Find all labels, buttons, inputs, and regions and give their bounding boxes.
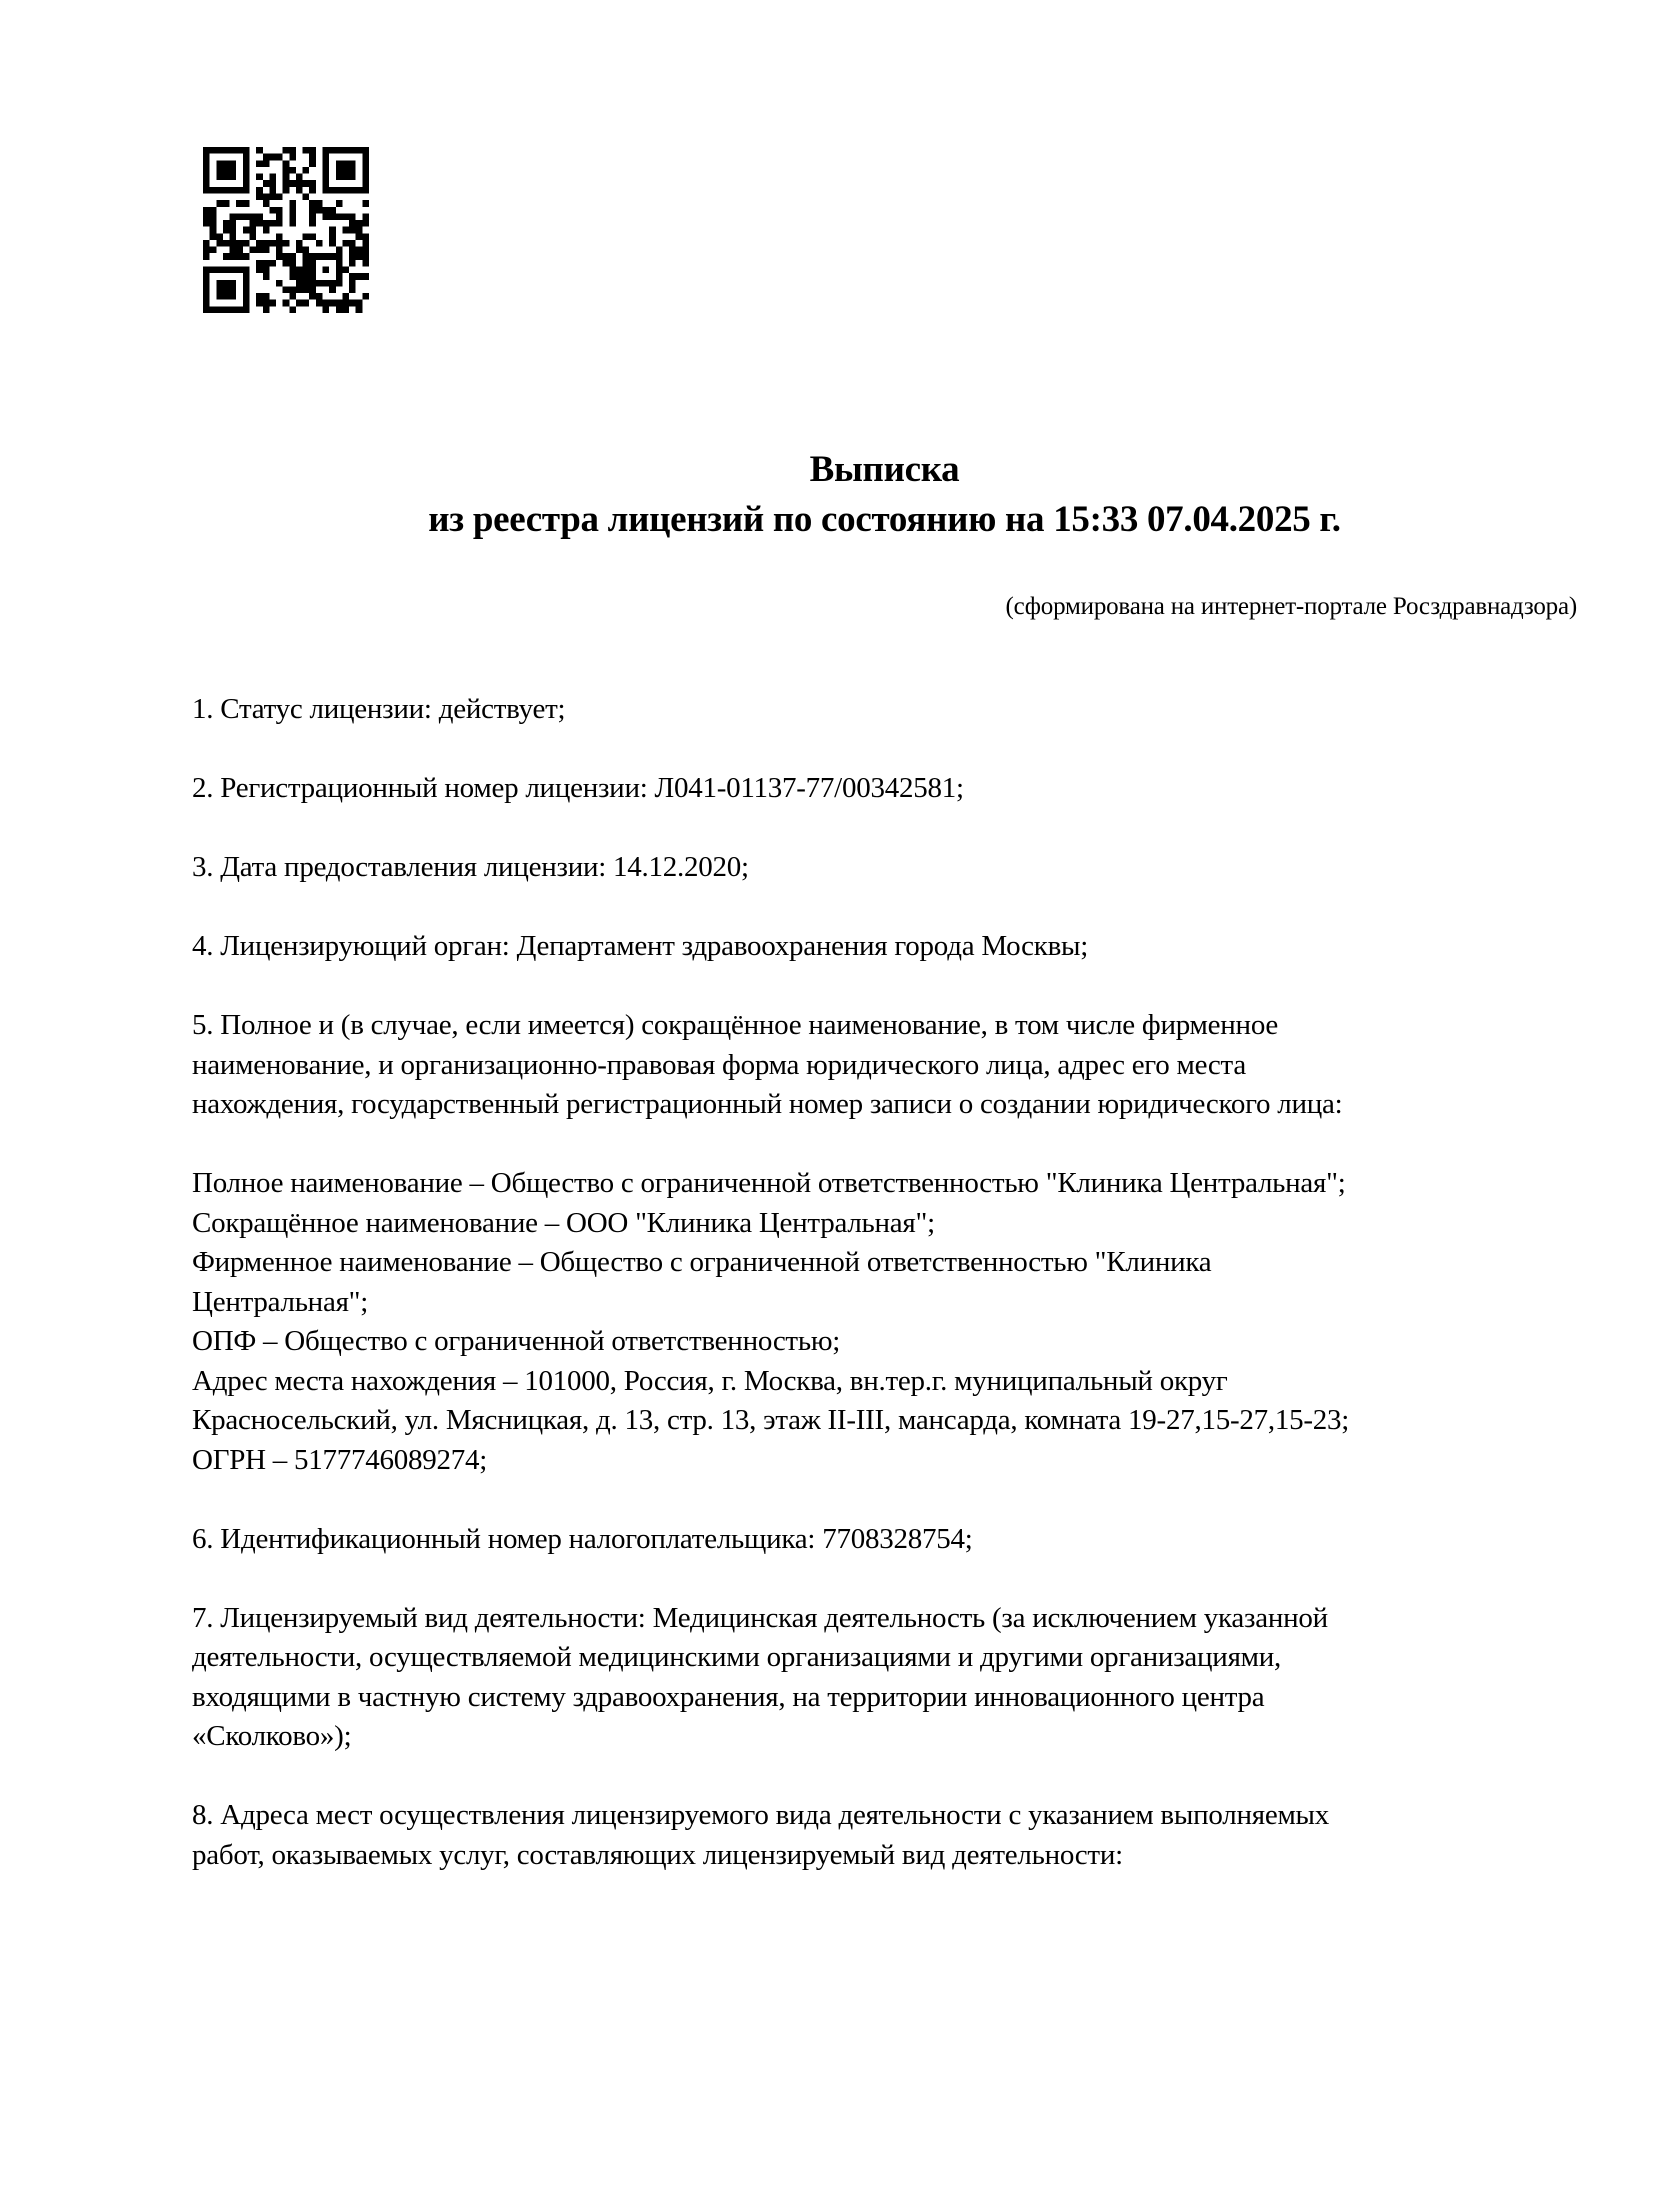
paragraph-line: Центральная"; <box>192 1285 369 1318</box>
paragraph-line: наименование, и организационно-правовая форма юридического лица, адрес его места <box>192 1048 1246 1081</box>
paragraph-line: входящими в частную систему здравоохранения, на территории инновационного центра <box>192 1680 1265 1713</box>
paragraph-line: Фирменное наименование – Общество с ограниченной ответственностью "Клиника <box>192 1246 1212 1278</box>
paragraph-line: ОПФ – Общество с ограниченной ответственностью; <box>192 1325 841 1357</box>
paragraph-line: 3. Дата предоставления лицензии: 14.12.2020; <box>192 851 749 883</box>
paragraph-line: нахождения, государственный регистрационный номер записи о создании юридического лица: <box>192 1088 1343 1120</box>
paragraph-line: 4. Лицензирующий орган: Департамент здравоохранения города Москвы; <box>192 930 1089 962</box>
qr-code-icon <box>203 147 369 313</box>
paragraph-line: 1. Статус лицензии: действует; <box>192 693 566 725</box>
document-subtitle: (сформирована на интернет-портале Росздравнадзора) <box>1005 593 1577 620</box>
paragraph-line: Полное наименование – Общество с ограниченной ответственностью "Клиника Центральная"; <box>192 1167 1346 1199</box>
paragraph <box>192 1796 1592 1875</box>
paragraph <box>192 769 1592 809</box>
paragraph-line: ОГРН – 5177746089274; <box>192 1443 488 1476</box>
paragraph-line: «Сколково»); <box>192 1720 352 1752</box>
paragraph <box>192 1164 1592 1480</box>
paragraph-line: работ, оказываемых услуг, составляющих лицензируемый вид деятельности: <box>192 1838 1123 1871</box>
paragraph-line: 6. Идентификационный номер налогоплательщика: 7708328754; <box>192 1522 973 1555</box>
paragraph-line: 8. Адреса мест осуществления лицензируемого вида деятельности с указанием выполняемых <box>192 1799 1330 1831</box>
paragraph <box>192 1520 1592 1560</box>
paragraph <box>192 1006 1592 1125</box>
document-title <box>192 445 1577 545</box>
paragraph-line: Адрес места нахождения – 101000, Россия, г. Москва, вн.тер.г. муниципальный округ <box>192 1364 1228 1397</box>
paragraph-line: деятельности, осуществляемой медицинскими организациями и другими организациями, <box>192 1641 1282 1673</box>
qr-matrix <box>203 147 369 313</box>
paragraph-line: 5. Полное и (в случае, если имеется) сокращённое наименование, в том числе фирменное <box>192 1009 1279 1041</box>
paragraph <box>192 848 1592 888</box>
paragraph <box>192 927 1592 967</box>
title-line-2: из реестра лицензий по состоянию на 15:33 07.04.2025 г. <box>428 499 1341 540</box>
paragraph <box>192 690 1592 730</box>
paragraph <box>192 1599 1592 1757</box>
paragraph-line: Красносельский, ул. Мясницкая, д. 13, стр. 13, этаж II-III, мансарда, комната 19-27,15-27,15-23; <box>192 1404 1350 1436</box>
paragraph-line: 7. Лицензируемый вид деятельности: Медицинская деятельность (за исключением указанной <box>192 1601 1328 1634</box>
document-body <box>192 690 1592 1875</box>
title-line-1: Выписка <box>809 449 960 490</box>
paragraph-line: 2. Регистрационный номер лицензии: Л041-01137-77/00342581; <box>192 772 964 804</box>
paragraph-line: Сокращённое наименование – ООО "Клиника Центральная"; <box>192 1206 935 1239</box>
